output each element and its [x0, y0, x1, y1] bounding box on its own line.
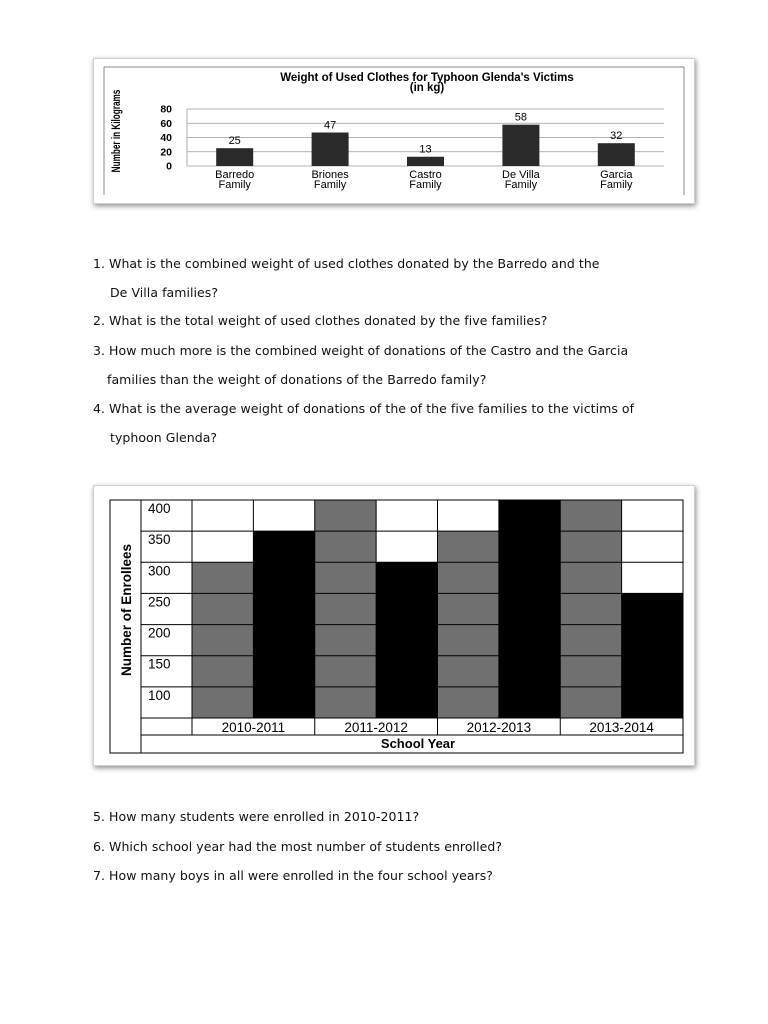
chart2-y-tick-label: 350	[148, 532, 171, 548]
question-3-line-2: families than the weight of donations of the Barredo family?	[107, 372, 487, 387]
question-7: 7. How many boys in all were enrolled in the four school years?	[93, 868, 493, 883]
chart1-y-tick-label: 40	[160, 132, 172, 144]
question-6: 6. Which school year had the most number of students enrolled?	[93, 839, 503, 854]
chart1-bar	[502, 125, 539, 166]
weight-chart-figure	[93, 58, 695, 204]
chart1-y-axis-label: Number in Kilograms	[110, 89, 124, 173]
chart1-category-label: Family	[504, 179, 538, 191]
chart2-y-tick-label: 300	[148, 563, 171, 579]
question-2: 2. What is the total weight of used clothes donated by the five families?	[93, 313, 548, 328]
chart1-data-label: 58	[514, 111, 528, 124]
chart1-category-label: Family	[409, 179, 442, 191]
chart2-category-label: 2013-2014	[589, 720, 654, 735]
question-5: 5. How many students were enrolled in 2010-2011?	[93, 809, 420, 824]
chart2-bar	[499, 500, 560, 718]
chart2-y-tick-label: 100	[148, 687, 171, 703]
enrollees-bar-chart	[94, 486, 694, 765]
chart1-y-tick-label: 80	[160, 103, 172, 116]
chart1-data-label: 47	[323, 119, 337, 132]
chart1-bar	[598, 143, 635, 166]
chart1-y-tick-label: 60	[160, 117, 172, 130]
chart1-category-label: Castro	[409, 169, 442, 181]
chart2-y-tick-label: 400	[148, 501, 171, 516]
question-1-line-1: 1. What is the combined weight of used clothes donated by the Barredo and the	[93, 256, 600, 271]
chart2-bar	[560, 500, 621, 718]
question-1-line-2: De Villa families?	[110, 285, 219, 300]
chart1-bar	[407, 157, 444, 166]
chart2-bar	[376, 562, 437, 718]
chart2-bar	[192, 562, 253, 718]
chart1-y-tick-label: 0	[166, 160, 172, 173]
chart2-y-tick-label: 250	[148, 594, 171, 610]
chart2-bar	[315, 500, 376, 718]
chart1-data-label: 25	[228, 135, 241, 148]
chart1-data-label: 32	[610, 130, 623, 143]
chart1-category-label: Family	[313, 179, 347, 191]
chart1-category-label: Family	[218, 179, 251, 191]
chart1-category-label: De Villa	[502, 169, 540, 181]
chart2-category-label: 2012-2013	[466, 720, 532, 735]
chart1-bar	[216, 148, 253, 166]
chart2-category-label: 2011-2012	[344, 720, 408, 735]
chart1-bar	[312, 133, 349, 166]
weight-bar-chart	[94, 59, 694, 203]
chart1-data-label: 13	[419, 143, 432, 156]
enrollees-chart-figure	[93, 485, 695, 766]
chart1-category-label: Barredo	[215, 169, 255, 181]
chart1-title: Weight of Used Clothes for Typhoon Glenda's Victims	[280, 72, 574, 84]
chart1-category-label: Family	[600, 179, 633, 191]
chart1-y-tick-label: 20	[160, 146, 172, 159]
chart2-y-tick-label: 150	[148, 656, 171, 672]
question-4-line-1: 4. What is the average weight of donations of the of the five families to the victims of	[93, 401, 635, 416]
chart2-y-axis-label: Number of Enrollees	[119, 543, 134, 677]
question-3-line-1: 3. How much more is the combined weight of donations of the Castro and the Garcia	[93, 343, 629, 358]
chart2-y-tick-label: 200	[148, 625, 171, 641]
chart2-x-axis-label: School Year	[380, 736, 456, 751]
question-4-line-2: typhoon Glenda?	[110, 430, 218, 445]
chart1-category-label: Garcia	[600, 169, 633, 181]
chart2-category-label: 2010-2011	[221, 720, 286, 735]
chart1-subtitle: (in kg)	[409, 82, 445, 94]
chart1-category-label: Briones	[311, 169, 349, 181]
